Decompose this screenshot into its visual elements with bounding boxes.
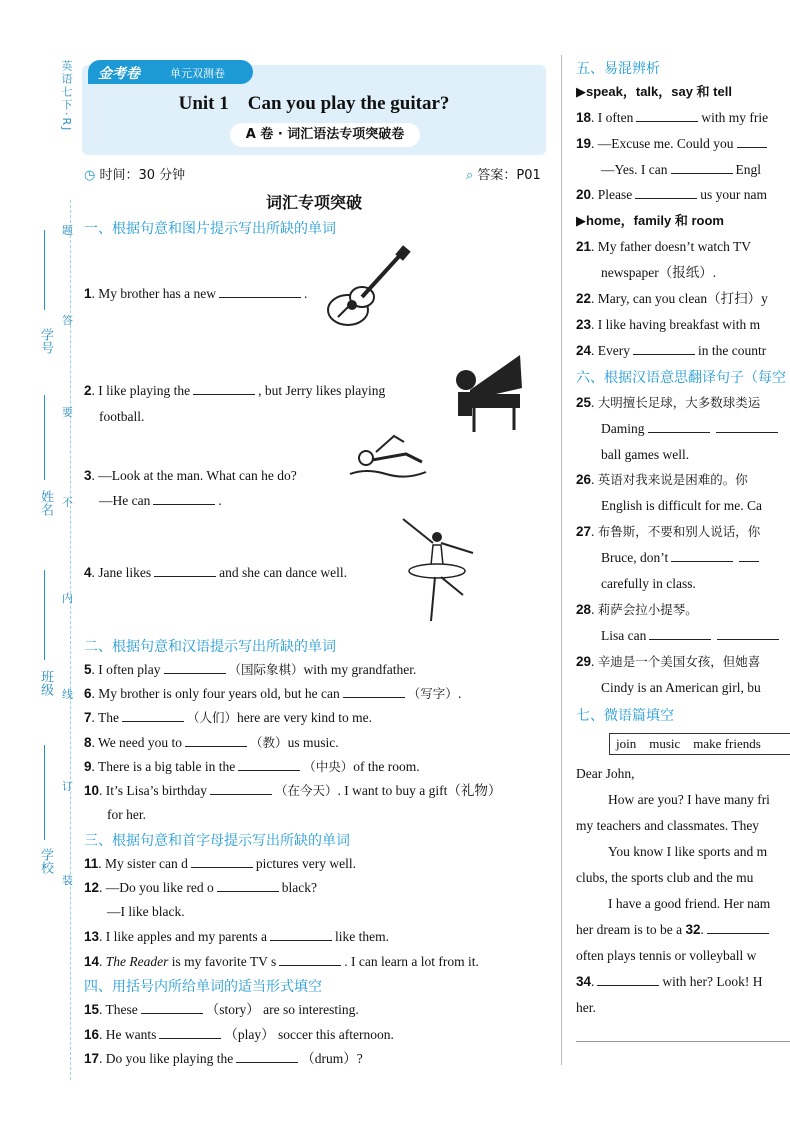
- answer-blank[interactable]: [122, 709, 184, 722]
- letter-greeting: Dear John,: [576, 766, 635, 781]
- cut-char: 内: [62, 592, 73, 605]
- question-23: 23. I like having breakfast with m: [576, 317, 761, 332]
- question-2: 2. I like playing the , but Jerry likes playing: [84, 383, 386, 398]
- question-1: 1. My brother has a new .: [84, 286, 308, 301]
- answer-blank[interactable]: [191, 855, 253, 868]
- part-heading: 一、根据句意和图片提示写出所缺的单词: [84, 221, 336, 237]
- question-4: 4. Jane likes and she can dance well.: [84, 565, 347, 580]
- cut-char: 要: [62, 406, 73, 419]
- question-27-cont2: carefully in class.: [601, 576, 696, 591]
- question-28-cont: Lisa can: [601, 626, 782, 646]
- answer-blank[interactable]: [636, 109, 698, 122]
- passage-line: my teachers and classmates. They: [576, 818, 760, 833]
- question-21-cont: newspaper（报纸）.: [601, 265, 717, 280]
- question-27-cont: Bruce, don’t: [601, 548, 762, 568]
- answer-blank[interactable]: [279, 953, 341, 966]
- question-29: 29. 辛迪是一个美国女孩，但她喜: [576, 654, 761, 669]
- word-box: join music make friends: [609, 733, 790, 755]
- passage-line: often plays tennis or volleyball w: [576, 948, 757, 963]
- question-3: 3. —Look at the man. What can he do?: [84, 468, 297, 483]
- question-27: 27. 布鲁斯，不要和别人说话，你: [576, 524, 761, 539]
- question-14: 14. The Reader is my favorite TV s . I can learn a lot from it.: [84, 954, 479, 969]
- part-heading: 七、微语篇填空: [576, 708, 674, 724]
- answer-blank[interactable]: [671, 549, 733, 562]
- piano-image: [450, 350, 525, 435]
- answer-blank[interactable]: [270, 928, 332, 941]
- question-8: 8. We need you to （教）us music.: [84, 735, 339, 750]
- field-line: [44, 230, 45, 310]
- part-heading: 五、易混辨析: [576, 61, 660, 77]
- answer-text: 答案：P01: [477, 168, 541, 183]
- cut-char: 订: [62, 780, 73, 793]
- passage-line: her.: [576, 1000, 596, 1015]
- answer-blank[interactable]: [141, 1001, 203, 1014]
- field-label-school: 学校: [38, 848, 53, 874]
- question-19-cont: —Yes. I can Engl: [601, 162, 761, 177]
- question-6: 6. My brother is only four years old, but he can （写字）.: [84, 686, 462, 701]
- question-5: 5. I often play （国际象棋）with my grandfather.: [84, 662, 417, 677]
- passage-line: How are you? I have many fri: [608, 792, 770, 807]
- answer-blank[interactable]: [717, 627, 779, 640]
- page-title: Unit 1 Can you play the guitar?: [178, 93, 450, 114]
- answer-blank[interactable]: [707, 921, 769, 934]
- answer-blank[interactable]: [210, 782, 272, 795]
- passage-line: clubs, the sports club and the mu: [576, 870, 754, 885]
- answer-blank[interactable]: [635, 186, 697, 199]
- series-label: 英语七下·RJ: [60, 60, 73, 133]
- question-3-cont: —He can .: [99, 493, 222, 508]
- question-24: 24. Every in the countr: [576, 343, 767, 358]
- answer-blank[interactable]: [217, 879, 279, 892]
- time-info: [84, 164, 185, 183]
- question-7: 7. The （人们）here are very kind to me.: [84, 710, 372, 725]
- question-17: 17. Do you like playing the （drum）?: [84, 1051, 363, 1066]
- answer-blank[interactable]: [238, 758, 300, 771]
- binding-margin: [0, 0, 80, 1123]
- answer-blank[interactable]: [193, 382, 255, 395]
- question-15: 15. These （story） are so interesting.: [84, 1002, 359, 1017]
- bottom-rule: [576, 1041, 790, 1042]
- question-19: 19. —Excuse me. Could you: [576, 134, 770, 154]
- question-9: 9. There is a big table in the （中央）of the room.: [84, 759, 420, 774]
- question-12: 12. —Do you like red o black?: [84, 880, 317, 895]
- cut-char: 答: [62, 314, 73, 327]
- answer-blank[interactable]: [716, 420, 778, 433]
- passage-line: You know I like sports and m: [608, 844, 768, 859]
- question-10-cont: for her.: [107, 807, 146, 822]
- answer-blank[interactable]: [219, 285, 301, 298]
- answer-blank[interactable]: [159, 1026, 221, 1039]
- question-13: 13. I like apples and my parents a like them.: [84, 929, 389, 944]
- question-26: 26. 英语对我来说是困难的。你: [576, 472, 748, 487]
- question-18: 18. I often with my frie: [576, 110, 769, 125]
- answer-blank[interactable]: [737, 135, 767, 148]
- part-heading: 六、根据汉语意思翻译句子（每空: [576, 370, 786, 386]
- column-divider: [561, 55, 562, 1065]
- part-heading: 四、用括号内所给单词的适当形式填空: [84, 979, 322, 995]
- answer-blank[interactable]: [164, 661, 226, 674]
- cut-char: 线: [62, 688, 73, 701]
- passage-line: I have a good friend. Her nam: [608, 896, 771, 911]
- clock-icon: ◷: [84, 168, 96, 183]
- cut-char: 装: [62, 874, 73, 887]
- answer-blank[interactable]: [185, 734, 247, 747]
- answer-blank[interactable]: [343, 685, 405, 698]
- question-20: 20. Please us your nam: [576, 187, 768, 202]
- ballerina-image: [393, 515, 488, 625]
- answer-blank[interactable]: [739, 549, 759, 562]
- question-12-cont: —I like black.: [107, 904, 185, 919]
- swimmer-image: [346, 432, 431, 482]
- question-21: 21. My father doesn’t watch TV: [576, 239, 751, 254]
- cut-line: [70, 200, 71, 1080]
- field-label-class: 班级: [38, 670, 53, 696]
- passage-line: 34. with her? Look! H: [576, 974, 763, 989]
- search-icon: ⌕: [466, 168, 474, 183]
- question-11: 11. My sister can d pictures very well.: [84, 856, 356, 871]
- cut-char: 题: [62, 224, 73, 237]
- question-29-cont: Cindy is an American girl, bu: [601, 680, 761, 695]
- brand-tag: [88, 60, 253, 84]
- brand-subtitle: 单元双测卷: [170, 67, 225, 80]
- answer-blank[interactable]: [648, 420, 710, 433]
- group-heading: ▶home，family 和 room: [576, 213, 724, 228]
- answer-blank[interactable]: [649, 627, 711, 640]
- question-25-cont2: ball games well.: [601, 447, 690, 462]
- section-title: 词汇专项突破: [265, 193, 362, 212]
- group-heading: ▶speak，talk，say 和 tell: [576, 84, 732, 99]
- answer-info: [466, 164, 541, 183]
- question-22: 22. Mary, can you clean（打扫）y: [576, 291, 768, 306]
- question-10: 10. It’s Lisa’s birthday （在今天）. I want to buy a gift（礼物）: [84, 783, 502, 798]
- answer-blank[interactable]: [597, 973, 659, 986]
- field-line: [44, 745, 45, 840]
- brand-logo: 金考卷: [98, 66, 140, 82]
- cut-char: 不: [62, 496, 73, 509]
- guitar-image: [318, 245, 413, 335]
- question-28: 28. 莉萨会拉小提琴。: [576, 602, 698, 617]
- question-25-cont: Daming: [601, 419, 781, 439]
- question-26-cont: English is difficult for me. Ca: [601, 498, 762, 513]
- paper-subtitle: A 卷 · 词汇语法专项突破卷: [230, 123, 420, 147]
- answer-blank[interactable]: [154, 564, 216, 577]
- answer-blank[interactable]: [671, 161, 733, 174]
- field-line: [44, 570, 45, 660]
- time-text: 时间：30 分钟: [99, 168, 186, 183]
- passage-line: her dream is to be a 32.: [576, 920, 772, 940]
- field-label-student-id: 学号: [38, 328, 53, 354]
- field-label-name: 姓名: [38, 490, 53, 516]
- question-2-cont: football.: [99, 409, 145, 424]
- answer-blank[interactable]: [633, 342, 695, 355]
- answer-blank[interactable]: [236, 1050, 298, 1063]
- answer-blank[interactable]: [153, 492, 215, 505]
- question-25: 25. 大明擅长足球，大多数球类运: [576, 395, 761, 410]
- part-heading: 二、根据句意和汉语提示写出所缺的单词: [84, 639, 336, 655]
- question-16: 16. He wants （play） soccer this afternoon.: [84, 1027, 394, 1042]
- part-heading: 三、根据句意和首字母提示写出所缺的单词: [84, 833, 350, 849]
- field-line: [44, 395, 45, 480]
